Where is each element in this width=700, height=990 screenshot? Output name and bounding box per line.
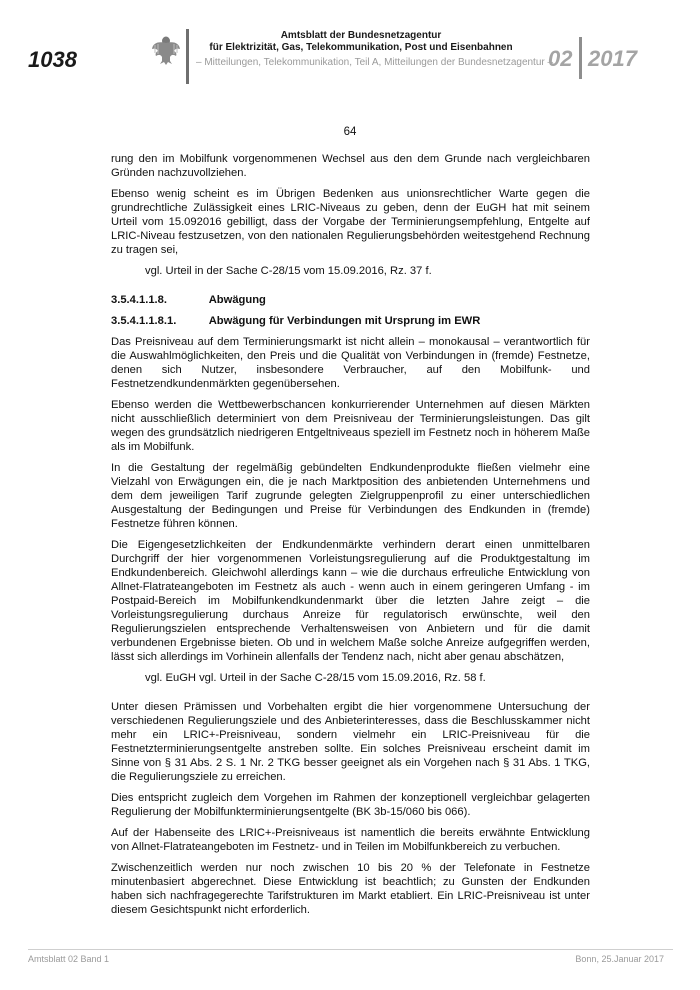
issue-divider — [579, 37, 582, 79]
header-divider — [186, 29, 189, 84]
publication-subtitle: – Mitteilungen, Telekommunikation, Teil A, Mitteilungen der Bundesnetzagentur – — [196, 57, 554, 68]
paragraph: Unter diesen Prämissen und Vorbehalten ergibt die hier vorgenommene Untersuchung der verschiedenen Regulierungsziele und des Anbieterinteresses, dass die Beschlusskammer nicht mehr ein LRIC+-Preisniveau, sondern vielmehr ein LRIC-Preisniveau für die Festnetzterminierungsentgelte anstreben sollte. Ein solches Preisniveau erscheint damit im Sinne von § 31 Abs. 2 S. 1 Nr. 2 TKG besser geeignet als ein Vorgehen nach § 31 Abs. 1 TKG, die Regulierungsziele zu erreichen. — [111, 701, 590, 783]
section-heading — [111, 293, 590, 307]
paragraph: rung den im Mobilfunk vorgenommenen Wechsel aus den dem Grunde nach vergleichbaren Gründen nachzuvollziehen. — [111, 153, 590, 179]
paragraph: Auf der Habenseite des LRIC+-Preisniveaus ist namentlich die bereits erwähnte Entwicklung von Allnet-Flatrateangeboten im Festnetz- und in Teilen im Mobilfunkbereich zu verbuchen. — [111, 827, 590, 853]
citation: vgl. Urteil in der Sache C-28/15 vom 15.09.2016, Rz. 37 f. — [145, 265, 432, 277]
publication-title — [196, 30, 526, 54]
paragraph: Zwischenzeitlich werden nur noch zwischen 10 bis 20 % der Telefonate in Festnetze minutenbasiert abgerechnet. Diese Entwicklung ist beachtlich; zu Gunsten der Endkunden haben sich nachfragegerechte Tarifstrukturen im Markt etabliert. Ein LRIC-Preisniveau ist unter diesem Gesichtspunkt nicht erforderlich. — [111, 862, 590, 916]
section-number: 3.5.4.1.1.8. — [111, 294, 167, 306]
paragraph: Die Eigengesetzlichkeiten der Endkundenmärkte verhindern derart einen unmittelbaren Durchgriff der hier vorgenommenen Vorleistungsregulierung auf die Produktgestaltung im Endkundenbereich. Gleichwohl allerdings kann – wie die durchaus erfreuliche Entwicklung von Allnet-Flatrateangeboten im Festnetz als auch - wenn auch in einem geringeren Umfang - im Postpaid-Bereich im Mobilfunkendkundenmarkt über die letzten Jahre zeigt – die Vorleistungsregulierung durchaus Anreize für regulatorisch erwünschte, weil den Regulierungszielen entsprechende Verhaltensweisen von Anbietern und für die damit verbundenen Ergebnisse bieten. Ob und in welchem Maße solche Anreize aufgegriffen werden, lässt sich allerdings im Vorhinein allenfalls der Tendenz nach, nicht aber genau abschätzen, — [111, 539, 590, 663]
paragraph: Ebenso werden die Wettbewerbschancen konkurrierender Unternehmen auf diesen Märkten nicht ausschließlich determiniert von dem Preisniveau der Terminierungsleistungen. Das gilt wegen des grundsätzlich niedrigeren Entgeltniveaus speziell im Festnetz noch in höherem Maße als im Mobilfunk. — [111, 399, 590, 453]
paragraph: Ebenso wenig scheint es im Übrigen Bedenken aus unionsrechtlicher Warte gegen die grundrechtliche Zulässigkeit eines LRIC-Niveaus zu geben, denn der EuGH hat mit seinem Urteil vom 15.092016 gebilligt, dass der Vorgabe der Terminierungsempfehlung, Entgelte auf LRIC-Niveau festzusetzen, von den nationalen Regulierungsbehörden weitestgehend Rechnung zu tragen sei, — [111, 188, 590, 256]
paragraph: Dies entspricht zugleich dem Vorgehen im Rahmen der konzeptionell vergleichbar gelagerten Regulierung der Mobilfunkterminierungsentgelte (BK 3b-15/060 bis 066). — [111, 792, 590, 818]
subsection-heading — [111, 314, 590, 328]
section-title: Abwägung — [208, 294, 266, 306]
footer-divider — [28, 949, 673, 950]
footer-publication: Amtsblatt 02 Band 1 — [28, 954, 110, 964]
federal-eagle-icon — [152, 33, 180, 65]
paragraph: In die Gestaltung der regelmäßig gebündelten Endkundenprodukte fließen vielmehr eine Vielzahl von Erwägungen ein, die je nach Marktposition des anbietenden Unternehmens und dem dem jeweiligen Tarif zugrunde gelegten Zielgruppenprofil zu einer unterschiedlichen Ausgestaltung der Bedingungen und Preise für Verbindungen des Endkunden in (fremde) Festnetze führen können. — [111, 462, 590, 530]
page-header — [0, 0, 700, 100]
issue-number: 02 — [548, 46, 573, 71]
publication-title-line1: Amtsblatt der Bundesnetzagentur — [280, 30, 442, 41]
citation: vgl. EuGH vgl. Urteil in der Sache C-28/15 vom 15.09.2016, Rz. 58 f. — [145, 672, 486, 684]
document-body — [111, 152, 590, 924]
page-number: 1038 — [28, 47, 77, 72]
subsection-number: 3.5.4.1.1.8.1. — [111, 315, 177, 327]
subsection-title: Abwägung für Verbindungen mit Ursprung im EWR — [208, 315, 481, 327]
footer-date: Bonn, 25.Januar 2017 — [575, 954, 664, 964]
paragraph: Das Preisniveau auf dem Terminierungsmarkt ist nicht allein – monokausal – verantwortlich für die Auswahlmöglichkeiten, den Preis und die Qualität von Verbindungen in (fremde) Festnetze, denen sich Nutzer, insbesondere Verbraucher, auf den Mobilfunk- und Festnetzendkundenmärkten gegenübersehen. — [111, 336, 590, 390]
publication-title-line2: für Elektrizität, Gas, Telekommunikation, Post und Eisenbahnen — [209, 42, 513, 53]
issue-year: 2017 — [588, 46, 637, 71]
inner-page-number: 64 — [343, 126, 357, 138]
